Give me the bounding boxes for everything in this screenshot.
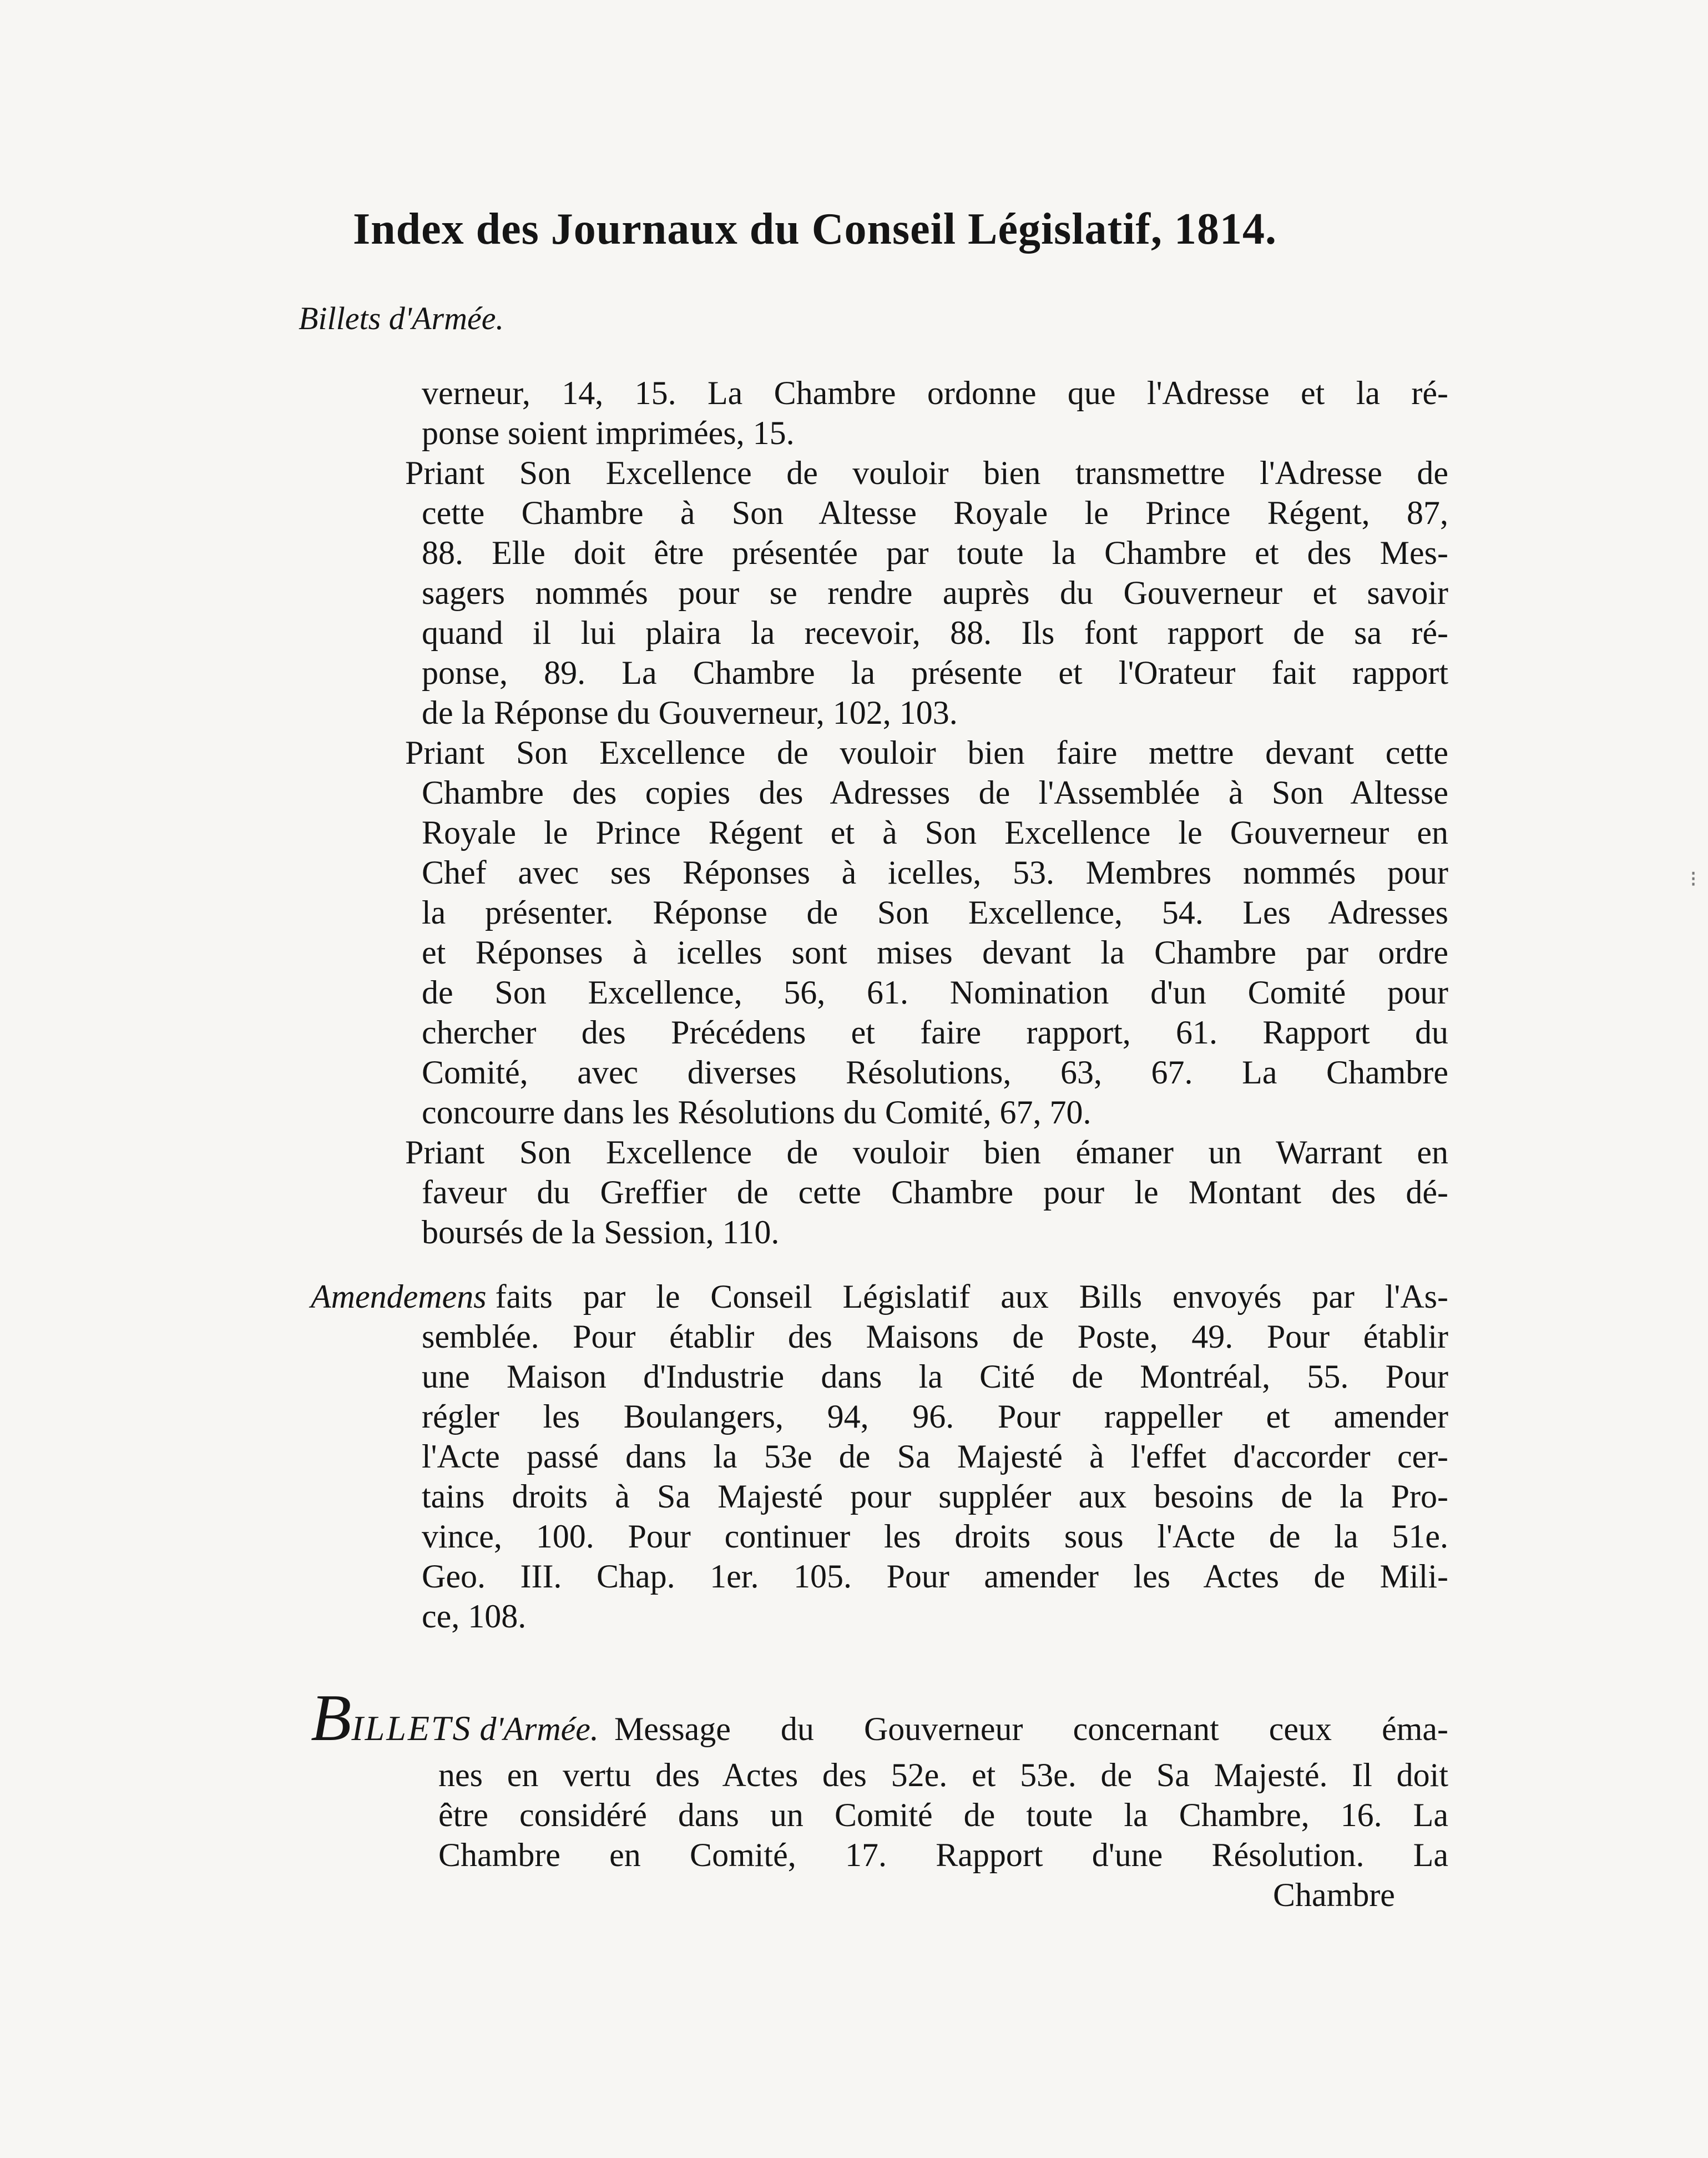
text-line: faits par le Conseil Législatif aux Bills envoyés par l'As- — [495, 1278, 1448, 1315]
text-line: Message du Gouverneur concernant ceux éma- — [614, 1711, 1448, 1747]
entry-heading: Amendemens — [311, 1278, 487, 1315]
text-line: sagers nommés pour se rendre auprès du Gouverneur et savoir — [422, 574, 1448, 611]
margin-mark: ⁝ — [1690, 866, 1697, 891]
page-title: Index des Journaux du Conseil Législatif, 1814. — [353, 205, 1277, 254]
text-line: Comité, avec diverses Résolutions, 63, 67. La Chambre — [422, 1054, 1448, 1091]
entry-heading: ILLETS — [351, 1708, 472, 1748]
text-line: l'Acte passé dans la 53e de Sa Majesté à l'effet d'accorder cer- — [422, 1438, 1448, 1475]
amendemens-first-line — [311, 1277, 1448, 1317]
running-head: Billets d'Armée. — [299, 300, 504, 336]
text-line: Priant Son Excellence de vouloir bien faire mettre devant cette — [405, 734, 1448, 771]
text-line: boursés de la Session, 110. — [422, 1214, 780, 1251]
text-line: 88. Elle doit être présentée par toute la Chambre et des Mes- — [422, 535, 1448, 571]
text-line: vince, 100. Pour continuer les droits sous l'Acte de la 51e. — [422, 1518, 1448, 1555]
billets-first-line — [311, 1681, 1448, 1754]
catchword: Chambre — [1273, 1877, 1395, 1913]
text-line: chercher des Précédens et faire rapport, 61. Rapport du — [422, 1014, 1448, 1051]
text-line: Priant Son Excellence de vouloir bien transmettre l'Adresse de — [405, 455, 1448, 491]
text-line: faveur du Greffier de cette Chambre pour le Montant des dé- — [422, 1174, 1448, 1211]
text-line: être considéré dans un Comité de toute la Chambre, 16. La — [438, 1797, 1448, 1833]
text-line: verneur, 14, 15. La Chambre ordonne que l'Adresse et la ré- — [422, 375, 1448, 411]
text-line: ce, 108. — [422, 1598, 527, 1635]
text-line: de la Réponse du Gouverneur, 102, 103. — [422, 694, 958, 731]
text-line: concourre dans les Résolutions du Comité, 67, 70. — [422, 1094, 1091, 1131]
text-line: semblée. Pour établir des Maisons de Poste, 49. Pour établir — [422, 1318, 1448, 1355]
text-line: et Réponses à icelles sont mises devant la Chambre par ordre — [422, 934, 1448, 971]
text-line: Chambre des copies des Adresses de l'Assemblée à Son Altesse — [422, 774, 1448, 811]
text-line: Chef avec ses Réponses à icelles, 53. Membres nommés pour — [422, 854, 1448, 891]
text-line: cette Chambre à Son Altesse Royale le Prince Régent, 87, — [422, 495, 1448, 531]
text-line: nes en vertu des Actes des 52e. et 53e. de Sa Majesté. Il doit — [438, 1757, 1448, 1793]
text-line: la présenter. Réponse de Son Excellence, 54. Les Adresses — [422, 894, 1448, 931]
text-line: Royale le Prince Régent et à Son Excellence le Gouverneur en — [422, 814, 1448, 851]
text-line: régler les Boulangers, 94, 96. Pour rappeller et amender — [422, 1398, 1448, 1435]
text-line: ponse soient imprimées, 15. — [422, 415, 795, 451]
text-line: Chambre en Comité, 17. Rapport d'une Résolution. La — [438, 1837, 1448, 1873]
text-line: Priant Son Excellence de vouloir bien émaner un Warrant en — [405, 1134, 1448, 1171]
entry-heading-tail: d'Armée. — [479, 1711, 599, 1747]
text-line: tains droits à Sa Majesté pour suppléer aux besoins de la Pro- — [422, 1478, 1448, 1515]
drop-initial: B — [311, 1681, 352, 1754]
text-line: Geo. III. Chap. 1er. 105. Pour amender les Actes de Mili- — [422, 1558, 1448, 1595]
text-line: quand il lui plaira la recevoir, 88. Ils font rapport de sa ré- — [422, 614, 1448, 651]
text-line: une Maison d'Industrie dans la Cité de Montréal, 55. Pour — [422, 1358, 1448, 1395]
text-line: de Son Excellence, 56, 61. Nomination d'un Comité pour — [422, 974, 1448, 1011]
text-line: ponse, 89. La Chambre la présente et l'Orateur fait rapport — [422, 654, 1448, 691]
